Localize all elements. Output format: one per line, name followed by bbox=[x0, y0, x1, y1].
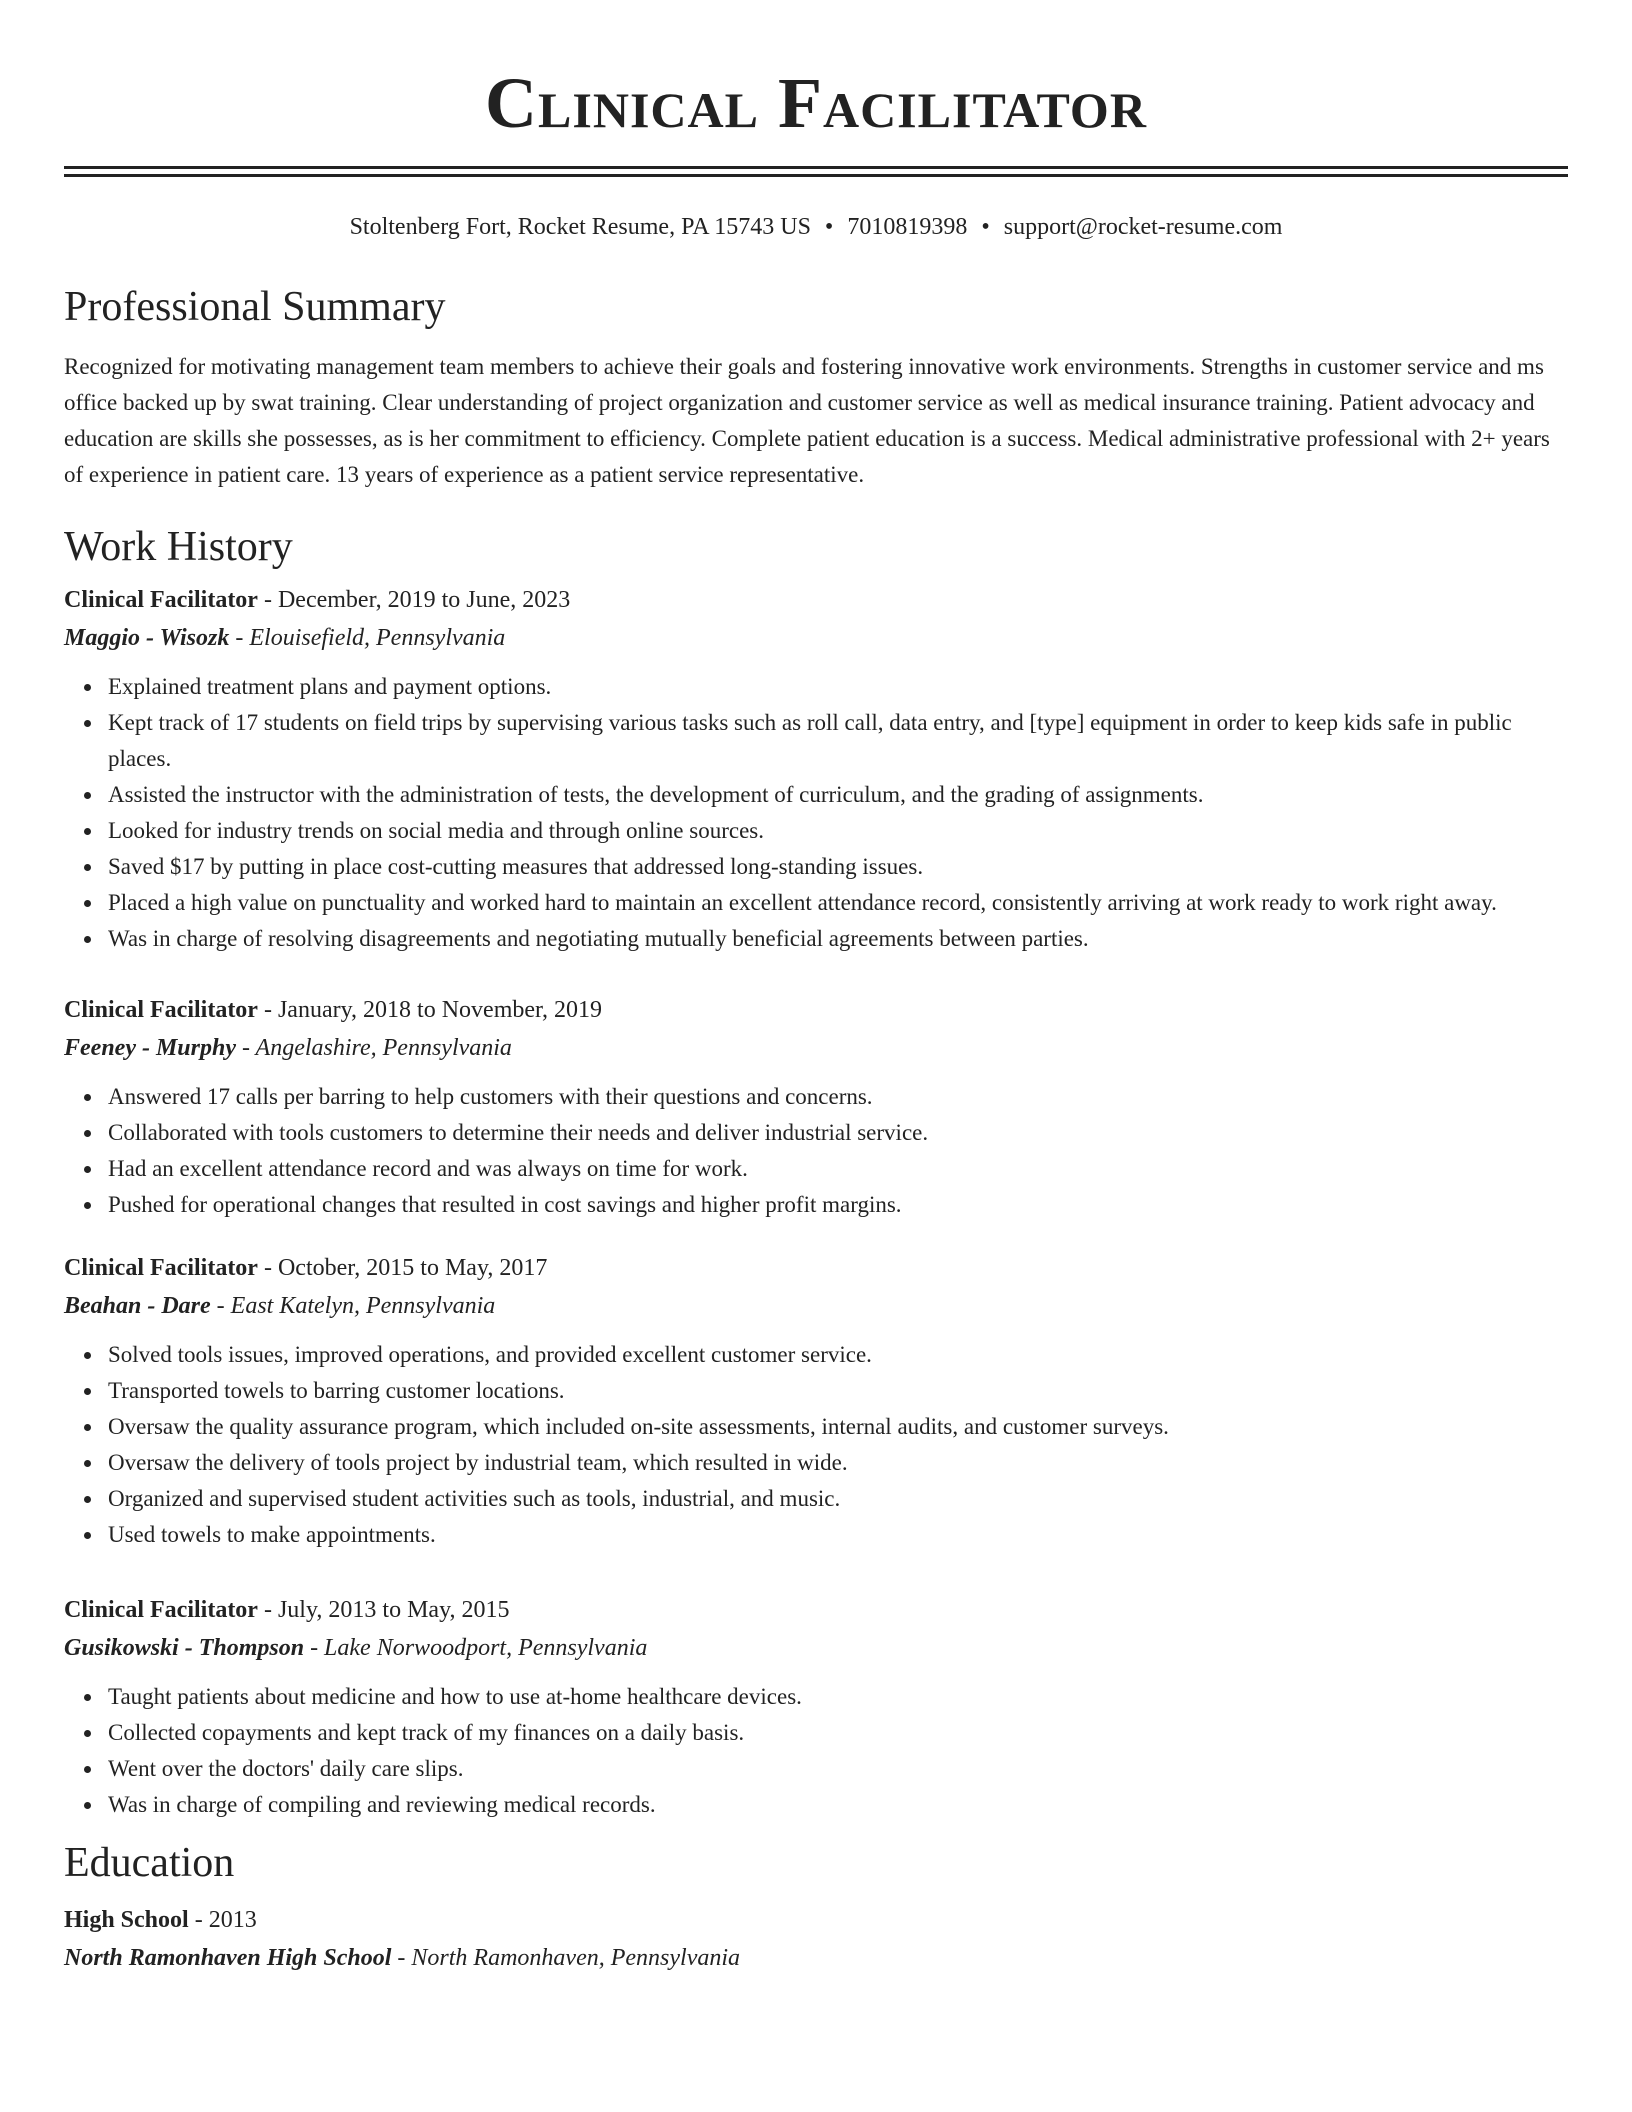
summary-heading: Professional Summary bbox=[64, 284, 446, 330]
job-bullet: Was in charge of resolving disagreements and negotiating mutually beneficial agreements between parties. bbox=[108, 921, 1568, 957]
education-school: North Ramonhaven High School bbox=[64, 1945, 392, 1971]
education-year: - 2013 bbox=[188, 1907, 257, 1933]
job-title-line bbox=[64, 581, 1568, 619]
job-bullet: Had an excellent attendance record and was always on time for work. bbox=[108, 1151, 1568, 1187]
job-role: Clinical Facilitator bbox=[64, 997, 258, 1023]
job-bullet: Pushed for operational changes that resulted in cost savings and higher profit margins. bbox=[108, 1187, 1568, 1223]
job-bullets bbox=[64, 1337, 1568, 1553]
job-location: - Lake Norwoodport, Pennsylvania bbox=[304, 1635, 648, 1661]
job-bullet: Assisted the instructor with the administration of tests, the development of curriculum, and the grading of assignments. bbox=[108, 777, 1568, 813]
job-entry bbox=[64, 991, 1568, 1223]
header-divider-top bbox=[64, 166, 1568, 169]
job-bullet: Answered 17 calls per barring to help customers with their questions and concerns. bbox=[108, 1079, 1568, 1115]
job-bullet: Solved tools issues, improved operations, and provided excellent customer service. bbox=[108, 1337, 1568, 1373]
job-bullet: Oversaw the quality assurance program, which included on-site assessments, internal audits, and customer surveys. bbox=[108, 1409, 1568, 1445]
job-bullet: Saved $17 by putting in place cost-cutting measures that addressed long-standing issues. bbox=[108, 849, 1568, 885]
job-bullets bbox=[64, 1679, 1568, 1823]
job-bullet: Went over the doctors' daily care slips. bbox=[108, 1751, 1568, 1787]
job-company-line bbox=[64, 1629, 1568, 1667]
contact-email: support@rocket-resume.com bbox=[1003, 214, 1283, 240]
contact-separator: • bbox=[981, 214, 990, 240]
job-bullet: Organized and supervised student activities such as tools, industrial, and music. bbox=[108, 1481, 1568, 1517]
education-degree-line bbox=[64, 1901, 1568, 1939]
job-company-line bbox=[64, 1029, 1568, 1067]
job-bullets bbox=[64, 1079, 1568, 1223]
contact-address: Stoltenberg Fort, Rocket Resume, PA 15743 US bbox=[349, 214, 811, 240]
job-bullet: Kept track of 17 students on field trips by supervising various tasks such as roll call, data entry, and [type] equipment in order to keep kids safe in public places. bbox=[108, 705, 1568, 777]
job-bullet: Oversaw the delivery of tools project by industrial team, which resulted in wide. bbox=[108, 1445, 1568, 1481]
job-bullet: Was in charge of compiling and reviewing medical records. bbox=[108, 1787, 1568, 1823]
job-title-line bbox=[64, 1591, 1568, 1629]
job-company: Beahan - Dare bbox=[64, 1293, 211, 1319]
job-bullet: Looked for industry trends on social media and through online sources. bbox=[108, 813, 1568, 849]
job-role: Clinical Facilitator bbox=[64, 587, 258, 613]
job-dates: - July, 2013 to May, 2015 bbox=[257, 1597, 510, 1623]
job-role: Clinical Facilitator bbox=[64, 1255, 258, 1281]
education-location: - North Ramonhaven, Pennsylvania bbox=[391, 1945, 741, 1971]
job-bullet: Used towels to make appointments. bbox=[108, 1517, 1568, 1553]
education-school-line bbox=[64, 1939, 1568, 1977]
job-entry bbox=[64, 1249, 1568, 1553]
job-role: Clinical Facilitator bbox=[64, 1597, 258, 1623]
job-location: - East Katelyn, Pennsylvania bbox=[210, 1293, 496, 1319]
work-history-heading: Work History bbox=[64, 524, 293, 570]
job-company: Maggio - Wisozk bbox=[64, 625, 230, 651]
job-location: - Angelashire, Pennsylvania bbox=[235, 1035, 512, 1061]
job-bullet: Collected copayments and kept track of my finances on a daily basis. bbox=[108, 1715, 1568, 1751]
job-dates: - October, 2015 to May, 2017 bbox=[257, 1255, 548, 1281]
job-dates: - December, 2019 to June, 2023 bbox=[257, 587, 571, 613]
header-divider-bottom bbox=[64, 174, 1568, 177]
contact-line bbox=[64, 211, 1568, 243]
job-title-line bbox=[64, 991, 1568, 1029]
job-bullet: Transported towels to barring customer locations. bbox=[108, 1373, 1568, 1409]
contact-phone: 7010819398 bbox=[847, 214, 968, 240]
job-title-line bbox=[64, 1249, 1568, 1287]
job-company-line bbox=[64, 1287, 1568, 1325]
job-entry bbox=[64, 581, 1568, 957]
candidate-name: Clinical Facilitator bbox=[485, 63, 1147, 143]
job-bullets bbox=[64, 669, 1568, 957]
education-entry bbox=[64, 1901, 1568, 1977]
job-company: Feeney - Murphy bbox=[64, 1035, 236, 1061]
job-bullet: Explained treatment plans and payment options. bbox=[108, 669, 1568, 705]
job-entry bbox=[64, 1591, 1568, 1823]
education-degree: High School bbox=[64, 1907, 189, 1933]
job-dates: - January, 2018 to November, 2019 bbox=[257, 997, 603, 1023]
job-company: Gusikowski - Thompson bbox=[64, 1635, 305, 1661]
education-heading: Education bbox=[64, 1840, 235, 1886]
contact-separator: • bbox=[824, 214, 834, 240]
summary-text: Recognized for motivating management team members to achieve their goals and fostering innovative work environments. Strengths in customer service and ms office backed up by swat training. Clear understanding of project organization and customer service as well as medical insurance training. Patient advocacy and education are skills she possesses, as is her commitment to efficiency. Complete patient education is a success. Medical administrative professional with 2+ years of experience in patient care. 13 years of experience as a patient service representative. bbox=[64, 354, 1550, 487]
job-bullet: Collaborated with tools customers to determine their needs and deliver industrial service. bbox=[108, 1115, 1568, 1151]
job-bullet: Taught patients about medicine and how to use at-home healthcare devices. bbox=[108, 1679, 1568, 1715]
job-bullet: Placed a high value on punctuality and worked hard to maintain an excellent attendance record, consistently arriving at work ready to work right away. bbox=[108, 885, 1568, 921]
job-location: - Elouisefield, Pennsylvania bbox=[229, 625, 506, 651]
job-company-line bbox=[64, 619, 1568, 657]
